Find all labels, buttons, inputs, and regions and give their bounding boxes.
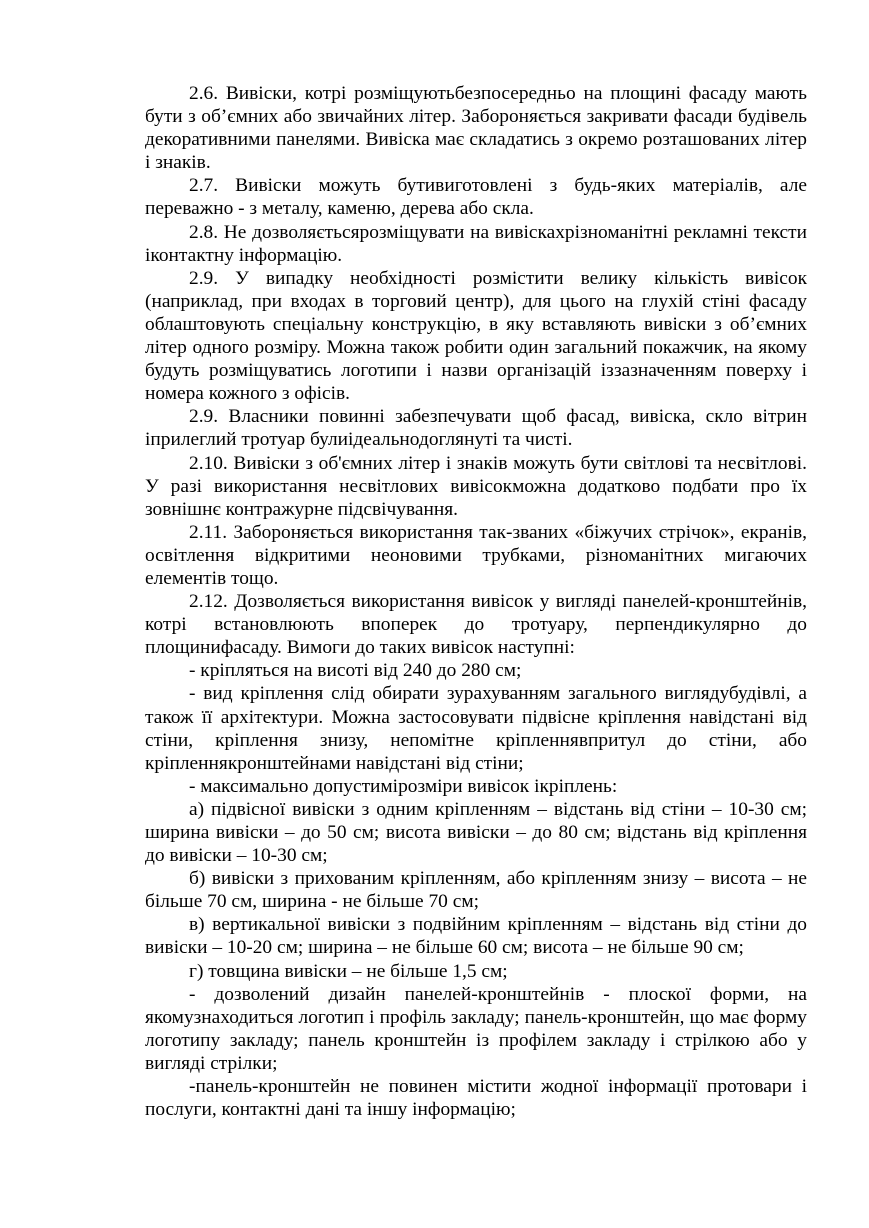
list-item-max-sizes: - максимально допустимірозміри вивісок ікріплень: (189, 775, 618, 797)
sub-item-g: г) товщина вивіски – не більше 1,5 см; (189, 960, 508, 982)
list-item-mounting-height: - кріпляться на висоті від 240 до 280 см; (189, 660, 522, 682)
sub-item-a: а) підвісної вивіски з одним кріпленням – відстань від стіни – 10-30 см; ширина вивіски – до 50 см; висота вивіски – до 80 см; відстань від кріплення до вивіски – 10-30 см; (145, 798, 807, 867)
paragraph-2-10: 2.10. Вивіски з об'ємних літер і знаків можуть бути світлові та несвітлові. У разі використання несвітлових вивісокможна додатково подбати про їх зовнішнє контражурне підсвічування. (145, 452, 807, 520)
sub-item-b: б) вивіски з прихованим кріпленням, або кріпленням знизу – висота – не більше 70 см, ширина - не більше 70 см; (145, 868, 807, 913)
paragraph-2-7: 2.7. Вивіски можуть бутивиготовлені з будь-яких матеріалів, але переважно - з металу, каменю, дерева або скла. (145, 175, 807, 220)
sub-item-v: в) вертикальної вивіски з подвійним кріпленням – відстань від стіни до вивіски – 10-20 см; ширина – не більше 60 см; висота – не більше 90 см; (145, 914, 807, 959)
paragraph-2-12: 2.12. Дозволяється використання вивісок у вигляді панелей-кронштейнів, котрі встановлюють впоперек до тротуару, перпендикулярно до площинифасаду. Вимоги до таких вивісок наступні: (145, 591, 807, 659)
list-item-design: - дозволений дизайн панелей-кронштейнів - плоскої форми, на якомузнаходиться логотип і профіль закладу; панель-кронштейн, що має форму логотипу закладу; панель кронштейн із профілем закладу і стрілкою або у вигляді стрілки; (145, 983, 807, 1074)
paragraph-2-9-owners: 2.9. Власники повинні забезпечувати щоб фасад, вивіска, скло вітрин іприлеглий тротуар булиідеальнодоглянуті та чисті. (145, 406, 807, 451)
paragraph-2-9-signs: 2.9. У випадку необхідності розмістити велику кількість вивісок (наприклад, при входах в торговий центр), для цього на глухій стіні фасаду облаштовують спеціальну конструкцію, в яку вставляють вивіски з об’ємних літер одного розміру. Можна також робити один загальний покажчик, на якому будуть розміщуватись логотипи і назви організацій іззазначенням поверху і номера кожного з офісів. (145, 267, 807, 405)
list-item-no-info: -панель-кронштейн не повинен містити жодної інформації протовари і послуги, контактні дані та іншу інформацію; (145, 1076, 807, 1121)
paragraph-2-8: 2.8. Не дозволяєтьсярозміщувати на вивіскахрізноманітні рекламні тексти іконтактну інформацію. (145, 221, 807, 266)
page-body (145, 82, 807, 1121)
paragraph-2-6: 2.6. Вивіски, котрі розміщуютьбезпосередньо на площині фасаду мають бути з об’ємних або звичайних літер. Забороняється закривати фасади будівель декоративними панелями. Вивіска має складатись з окремо розташованих літер і знаків. (145, 83, 807, 174)
paragraph-2-11: 2.11. Забороняється використання так-званих «біжучих стрічок», екранів, освітлення відкритими неоновими трубками, різноманітних мигаючих елементів тощо. (145, 521, 807, 589)
list-item-mounting-type: - вид кріплення слід обирати зурахуванням загального виглядубудівлі, а також її архітектури. Можна застосовувати підвісне кріплення навідстані від стіни, кріплення знизу, непомітне кріпленнявпритул до стіни, або кріпленнякронштейнами навідстані від стіни; (145, 683, 807, 774)
